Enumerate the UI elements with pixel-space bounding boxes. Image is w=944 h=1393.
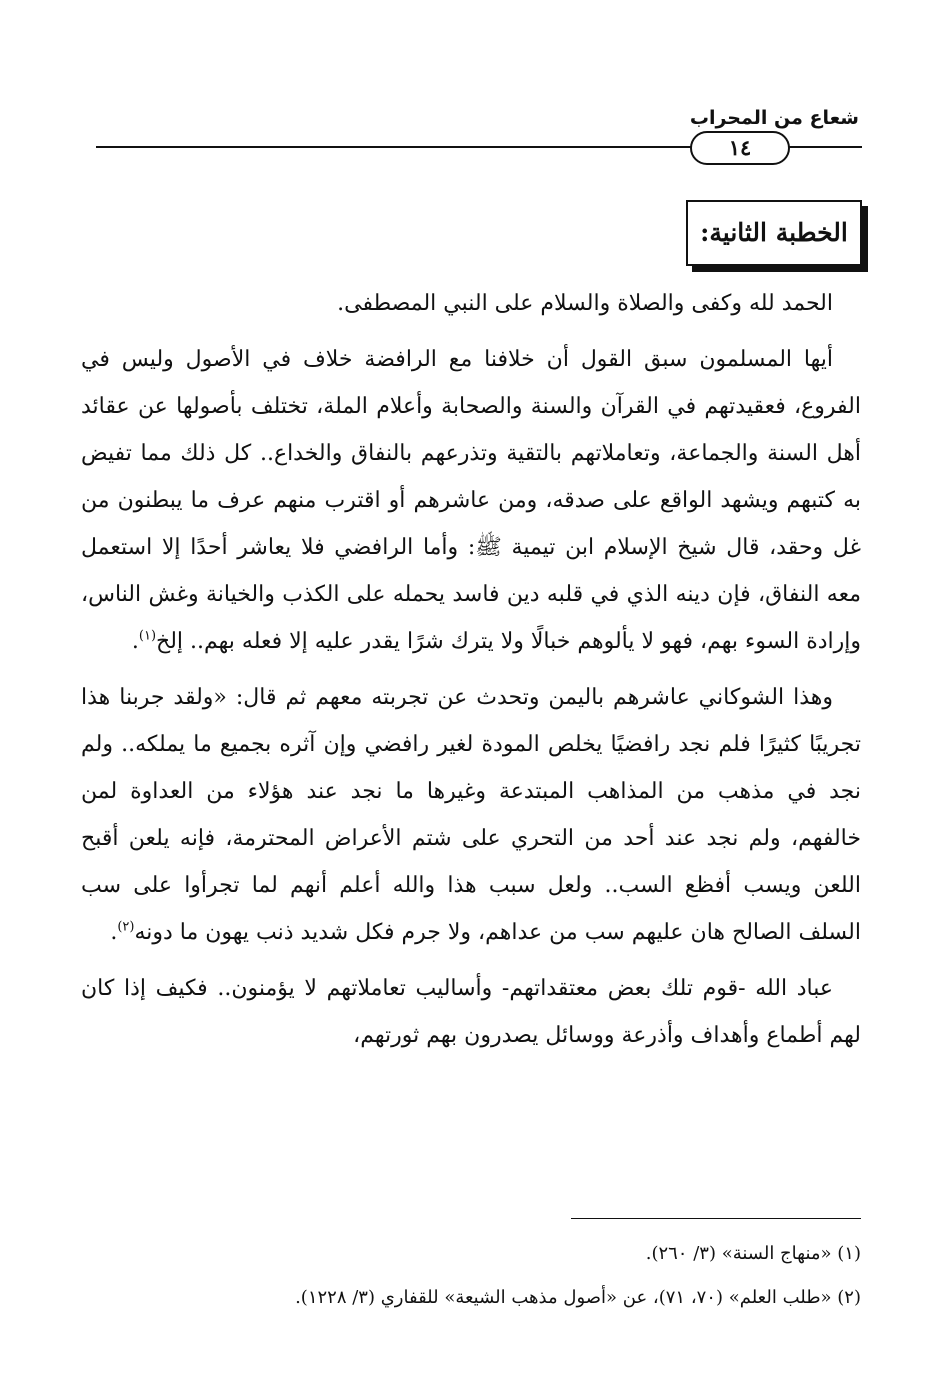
paragraph-text: أيها المسلمون سبق القول أن خلافنا مع الرافضة خلاف في الأصول وليس في الفروع، فعقيدتهم في القرآن والسنة والصحابة وأعلام الملة، تختلف بأصولها عن عقائد أهل السنة والجماعة، وتعاملاتهم بالتقية وتذرعهم بالنفاق والخداع.. كل ذلك مما تفيض به كتبهم ويشهد الواقع على صدقه، ومن عاشرهم أو اقترب منهم عرف ما يبطنون من غل وحقد، قال شيخ الإسلام ابن تيمية ﷺ: وأما الرافضي فلا يعاشر أحدًا إلا استعمل معه النفاق، فإن دينه الذي في قلبه دين فاسد يحمله على الكذب والخيانة وغش الناس، وإرادة السوء بهم، فهو لا يألوهم خبالًا ولا يترك شرًا يقدر عليه إلا فعله بهم.. إلخ [81,347,861,654]
paragraph-text: وهذا الشوكاني عاشرهم باليمن وتحدث عن تجربته معهم ثم قال: «ولقد جربنا هذا تجريبًا كثيرًا فلم نجد رافضيًا يخلص المودة لغير رافضي وإن آثره بجميع ما يملكه.. ولم نجد في مذهب من المذاهب المبتدعة وغيرها ما نجد عند هؤلاء من العداوة لمن خالفهم، ولم نجد عند أحد من التحري على شتم الأعراض المحترمة، فإنه يلعن أقبح اللعن ويسب أفظع السب.. ولعل سبب هذا والله أعلم أنهم لما تجرأوا على سب السلف الصالح هان عليهم سب من عداهم، ولا جرم فكل شديد ذنب يهون ما دونه [81,685,861,945]
footnote-ref[interactable]: (١) [138,628,157,644]
paragraph-tail: . [131,629,139,654]
page-number: ١٤ [690,131,790,165]
paragraph-text: عباد الله -قوم تلك بعض معتقداتهم- وأساليب تعاملاتهم لا يؤمنون.. فكيف إذا كان لهم أطماع وأهداف وأذرعة ووسائل يصدرون بهم ثورتهم، [81,976,861,1048]
body-text [81,280,861,1068]
paragraph-tail: . [110,920,118,945]
footnote-item: (١) «منهاج السنة» (٣/ ٢٦٠). [645,1243,861,1264]
footnote-rule [571,1218,861,1219]
footnote-item: (٢) «طلب العلم» (٧٠، ٧١)، عن «أصول مذهب الشيعة» للقفاري (٣/ ١٢٢٨). [295,1287,861,1308]
paragraph [81,674,861,956]
paragraph-text: الحمد لله وكفى والصلاة والسلام على النبي المصطفى. [337,291,833,316]
paragraph [81,965,861,1059]
footnote-ref[interactable]: (٢) [117,919,135,935]
section-heading: الخطبة الثانية: [700,218,848,247]
running-title: شعاع من المحراب [689,107,859,129]
paragraph [81,336,861,665]
paragraph [81,280,861,327]
footnotes [81,1232,861,1320]
section-heading-box [686,200,862,266]
